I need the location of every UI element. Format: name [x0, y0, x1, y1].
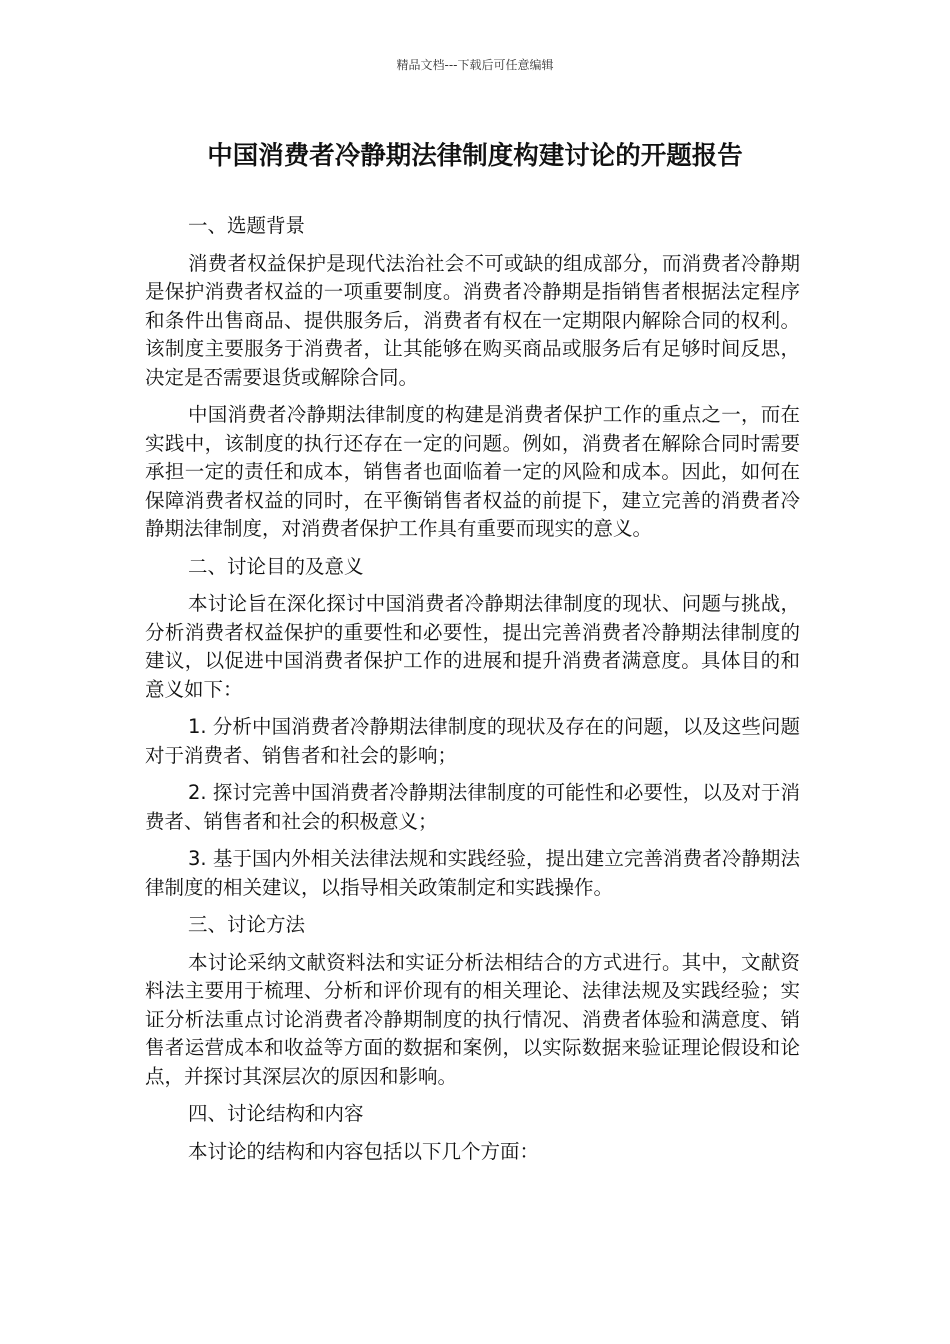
- document-title: 中国消费者冷静期法律制度构建讨论的开题报告: [207, 141, 743, 171]
- paragraph: 本讨论旨在深化探讨中国消费者冷静期法律制度的现状、问题与挑战，分析消费者权益保护的重要性和必要性，提出完善消费者冷静期法律制度的建议，以促进中国消费者保护工作的进展和提升消费者满意度。具体目的和意义如下：: [145, 592, 800, 701]
- paragraph: 本讨论采纳文献资料法和实证分析法相结合的方式进行。其中，文献资料法主要用于梳理、分析和评价现有的相关理论、法律法规及实践经验；实证分析法重点讨论消费者冷静期制度的执行情况、消费者体验和满意度、销售者运营成本和收益等方面的数据和案例，以实际数据来验证理论假设和论点，并探讨其深层次的原因和影响。: [145, 950, 800, 1088]
- section-heading-structure: 四、讨论结构和内容: [188, 1102, 364, 1125]
- list-item: 1. 分析中国消费者冷静期法律制度的现状及存在的问题，以及这些问题对于消费者、销售者和社会的影响；: [145, 715, 800, 767]
- section-heading-methods: 三、讨论方法: [188, 913, 306, 936]
- header-note: 精品文档---下载后可任意编辑: [396, 58, 554, 72]
- list-item: 2. 探讨完善中国消费者冷静期法律制度的可能性和必要性，以及对于消费者、销售者和社会的积极意义；: [145, 781, 800, 833]
- section-heading-background: 一、选题背景: [188, 214, 306, 237]
- paragraph: 本讨论的结构和内容包括以下几个方面：: [188, 1139, 540, 1163]
- paragraph: 中国消费者冷静期法律制度的构建是消费者保护工作的重点之一，而在实践中，该制度的执行还存在一定的问题。例如，消费者在解除合同时需要承担一定的责任和成本，销售者也面临着一定的风险和成本。因此，如何在保障消费者权益的同时，在平衡销售者权益的前提下，建立完善的消费者冷静期法律制度，对消费者保护工作具有重要而现实的意义。: [145, 403, 800, 540]
- section-heading-purpose: 二、讨论目的及意义: [188, 554, 364, 578]
- document-body: [145, 212, 800, 1175]
- paragraph: 消费者权益保护是现代法治社会不可或缺的组成部分，而消费者冷静期是保护消费者权益的一项重要制度。消费者冷静期是指销售者根据法定程序和条件出售商品、提供服务后，消费者有权在一定期限内解除合同的权利。该制度主要服务于消费者，让其能够在购买商品或服务后有足够时间反思，决定是否需要退货或解除合同。: [145, 251, 800, 389]
- list-item: 3. 基于国内外相关法律法规和实践经验，提出建立完善消费者冷静期法律制度的相关建议，以指导相关政策制定和实践操作。: [145, 847, 800, 899]
